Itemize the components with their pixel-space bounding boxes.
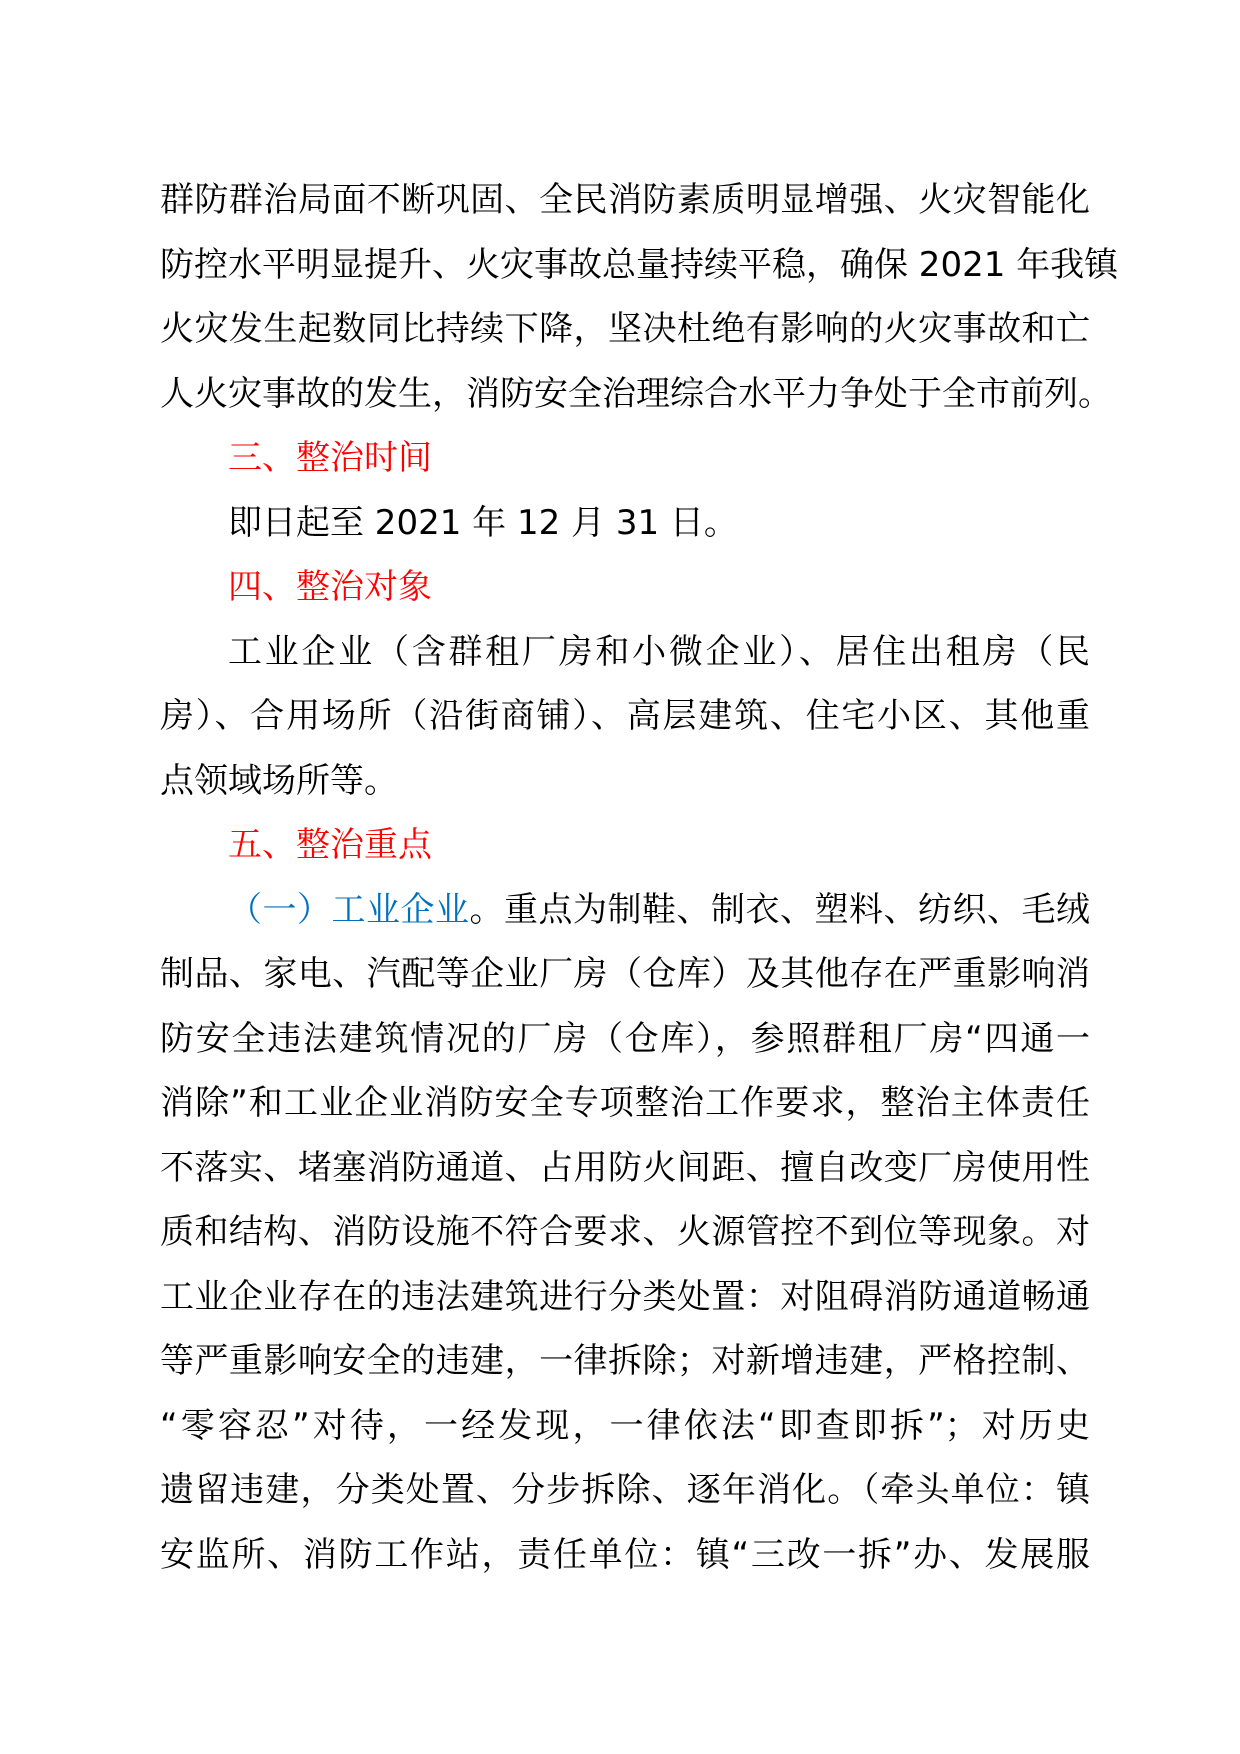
body-line: 即日起至 2021 年 12 月 31 日。	[228, 502, 738, 543]
body-line: 防安全违法建筑情况的厂房（仓库），参照群租厂房“四通一	[160, 1018, 1090, 1059]
section-heading-focus: 五、整治重点	[228, 825, 432, 865]
body-line: 人火灾事故的发生，消防安全治理综合水平力争处于全市前列。	[160, 373, 1112, 414]
body-line: 不落实、堵塞消防通道、占用防火间距、擅自改变厂房使用性	[160, 1147, 1090, 1188]
body-line: 遗留违建，分类处置、分步拆除、逐年消化。（牵头单位：镇	[160, 1470, 1090, 1510]
body-text: 。重点为制鞋、制衣、塑料、纺织、毛绒	[469, 889, 1090, 930]
sub-heading-industry: （一）工业企业	[228, 889, 470, 930]
body-line: 点领域场所等。	[160, 760, 398, 801]
body-line: 防控水平明显提升、火灾事故总量持续平稳，确保 2021 年我镇	[160, 244, 1119, 285]
body-line: “零容忍”对待，一经发现，一律依法“即查即拆”；对历史	[160, 1405, 1090, 1446]
body-line: 工业企业（含群租厂房和小微企业）、居住出租房（民	[228, 631, 1090, 672]
body-line: 质和结构、消防设施不符合要求、火源管控不到位等现象。对	[160, 1212, 1090, 1252]
body-line: 消除”和工业企业消防安全专项整治工作要求，整治主体责任	[160, 1083, 1090, 1123]
body-line: 制品、家电、汽配等企业厂房（仓库）及其他存在严重影响消	[160, 954, 1090, 994]
body-line: 群防群治局面不断巩固、全民消防素质明显增强、火灾智能化	[160, 180, 1090, 220]
body-line: 等严重影响安全的违建，一律拆除；对新增违建，严格控制、	[160, 1341, 1090, 1381]
body-line: 工业企业存在的违法建筑进行分类处置：对阻碍消防通道畅通	[160, 1276, 1090, 1317]
body-line: 房）、合用场所（沿街商铺）、高层建筑、住宅小区、其他重	[160, 696, 1090, 736]
body-line: 火灾发生起数同比持续下降，坚决杜绝有影响的火灾事故和亡	[160, 309, 1090, 349]
document-page	[160, 168, 1119, 1587]
section-heading-objects: 四、整治对象	[228, 567, 432, 607]
body-line	[160, 878, 1090, 943]
body-line: 安监所、消防工作站，责任单位：镇“三改一拆”办、发展服	[160, 1534, 1090, 1575]
section-heading-time: 三、整治时间	[228, 438, 432, 478]
